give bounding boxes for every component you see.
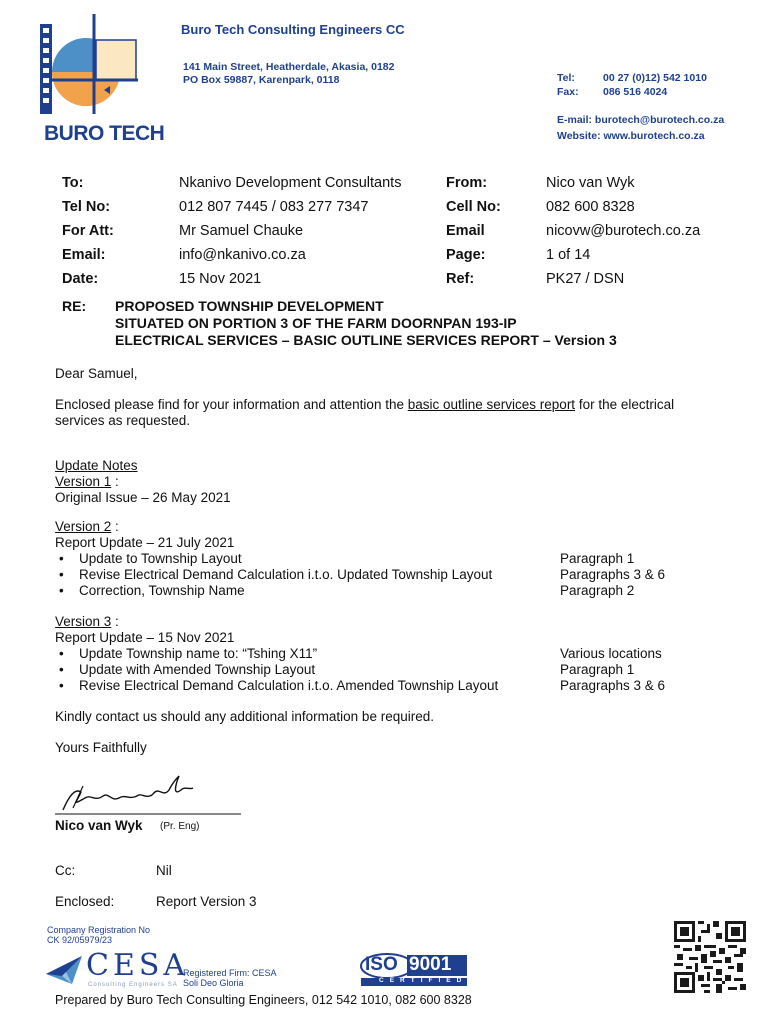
cesa-logo	[44, 950, 84, 990]
company-logo	[38, 14, 138, 124]
list-item: • Revise Electrical Demand Calculation i.t.o. Amended Township Layout Paragraphs 3 & 6	[55, 678, 735, 694]
page-label: Page:	[446, 247, 486, 263]
company-name: Buro Tech Consulting Engineers CC	[181, 22, 405, 37]
tel-no-label: Tel No:	[62, 199, 111, 215]
signature	[55, 772, 245, 818]
company-registration	[47, 925, 150, 945]
re-line-1: PROPOSED TOWNSHIP DEVELOPMENT	[115, 298, 384, 314]
tel-no-value: 012 807 7445 / 083 277 7347	[179, 199, 369, 215]
list-item: • Update Township name to: “Tshing X11” Various locations	[55, 646, 735, 662]
version-2-label: Version 2	[55, 519, 112, 534]
address-line-2: PO Box 59887, Karenpark, 0118	[183, 74, 340, 86]
registered-firm	[183, 968, 277, 988]
update-notes-section	[55, 458, 735, 506]
for-att-label: For Att:	[62, 223, 114, 239]
iso-certified: CERTIFIED	[379, 977, 468, 984]
signer-name: Nico van Wyk	[55, 818, 143, 833]
ref-value: PK27 / DSN	[546, 271, 625, 287]
cc-value: Nil	[156, 863, 172, 878]
fax-label: Fax:	[557, 86, 579, 98]
signer-title: (Pr. Eng)	[160, 821, 200, 832]
enclosed-value: Report Version 3	[156, 894, 257, 909]
re-label: RE:	[62, 298, 87, 314]
closing-line: Kindly contact us should any additional information be required.	[55, 709, 434, 724]
email-label: Email:	[62, 247, 106, 263]
version-3-text: Report Update – 15 Nov 2021	[55, 630, 235, 645]
list-item-ref: Paragraph 1	[560, 662, 635, 677]
salutation: Dear Samuel,	[55, 366, 138, 381]
list-item-ref: Paragraphs 3 & 6	[560, 567, 666, 582]
list-item-ref: Various locations	[560, 646, 662, 661]
tel-value: 00 27 (0)12) 542 1010	[603, 72, 707, 84]
signature-icon	[55, 772, 245, 818]
re-line-3: ELECTRICAL SERVICES – BASIC OUTLINE SERVICES REPORT – Version 3	[115, 332, 617, 348]
version-2-colon: :	[111, 519, 119, 534]
list-item-ref: Paragraph 2	[560, 583, 635, 598]
list-item: • Correction, Township Name Paragraph 2	[55, 583, 735, 599]
to-value: Nkanivo Development Consultants	[179, 175, 402, 191]
iso-9001-badge	[359, 953, 469, 987]
from-label: From:	[446, 175, 488, 191]
qr-code[interactable]	[674, 921, 746, 993]
ref-label: Ref:	[446, 271, 475, 287]
list-item-ref: Paragraphs 3 & 6	[560, 678, 666, 693]
version-3-list	[55, 646, 735, 694]
cc-label: Cc:	[55, 863, 76, 878]
page-value: 1 of 14	[546, 247, 591, 263]
tel-label: Tel:	[557, 72, 575, 84]
soli-deo-gloria: Soli Deo Gloria	[183, 978, 244, 988]
yours-faithfully: Yours Faithfully	[55, 740, 147, 755]
version-2-text: Report Update – 21 July 2021	[55, 535, 235, 550]
from-value: Nico van Wyk	[546, 175, 635, 191]
cesa-name: CESA	[86, 948, 190, 983]
cell-no-label: Cell No:	[446, 199, 501, 215]
registration-line-1: Company Registration No	[47, 925, 151, 935]
re-subject	[115, 298, 617, 349]
website-line[interactable]: Website: www.burotech.co.za	[557, 130, 705, 142]
company-address	[183, 61, 394, 87]
sender-email-label: Email	[446, 223, 485, 239]
iso-number: 9001	[409, 954, 452, 975]
enclosed-label: Enclosed:	[55, 894, 115, 909]
date-label: Date:	[62, 271, 99, 287]
logo-text: BURO TECH	[44, 122, 165, 145]
qr-code-icon	[674, 921, 746, 993]
version-2-list	[55, 551, 735, 599]
cesa-subtitle: Consulting Engineers SA	[88, 982, 178, 988]
version-1-colon: :	[111, 474, 119, 489]
sender-email-value[interactable]: nicovw@burotech.co.za	[546, 223, 701, 239]
list-item-ref: Paragraph 1	[560, 551, 635, 566]
list-item: • Update to Township Layout Paragraph 1	[55, 551, 735, 567]
address-line-1: 141 Main Street, Heatherdale, Akasia, 0182	[183, 61, 395, 73]
cell-no-value: 082 600 8328	[546, 199, 635, 215]
para-text-before: Enclosed please find for your information and attention the	[55, 397, 408, 412]
version-1-label: Version 1	[55, 474, 112, 489]
registration-line-2: CK 92/05979/23	[47, 935, 113, 945]
list-item: • Revise Electrical Demand Calculation i.t.o. Updated Township Layout Paragraphs 3 & 6	[55, 567, 735, 583]
version-1-text: Original Issue – 26 May 2021	[55, 490, 231, 505]
para-text-after: for the electrical	[575, 397, 675, 412]
prepared-by: Prepared by Buro Tech Consulting Engineers, 012 542 1010, 082 600 8328	[55, 993, 472, 1007]
para-line-2: services as requested.	[55, 413, 191, 428]
fax-value: 086 516 4024	[603, 86, 668, 98]
update-notes-heading: Update Notes	[55, 458, 138, 473]
version-3-section	[55, 614, 735, 694]
registered-firm-line: Registered Firm: CESA	[183, 968, 277, 978]
email-line[interactable]: E-mail: burotech@burotech.co.za	[557, 114, 725, 126]
version-3-colon: :	[111, 614, 119, 629]
date-value: 15 Nov 2021	[179, 271, 262, 287]
cesa-globe-icon	[44, 950, 84, 990]
re-line-2: SITUATED ON PORTION 3 OF THE FARM DOORNPAN 193-IP	[115, 315, 517, 331]
buro-tech-logo-icon	[38, 14, 138, 124]
email-value[interactable]: info@nkanivo.co.za	[179, 247, 306, 263]
intro-paragraph	[55, 397, 735, 429]
version-2-section	[55, 519, 735, 599]
version-3-label: Version 3	[55, 614, 112, 629]
iso-text: ISO	[365, 954, 398, 975]
list-item: • Update with Amended Township Layout Paragraph 1	[55, 662, 735, 678]
for-att-value: Mr Samuel Chauke	[179, 223, 304, 239]
to-label: To:	[62, 175, 84, 191]
report-link[interactable]: basic outline services report	[407, 397, 576, 412]
